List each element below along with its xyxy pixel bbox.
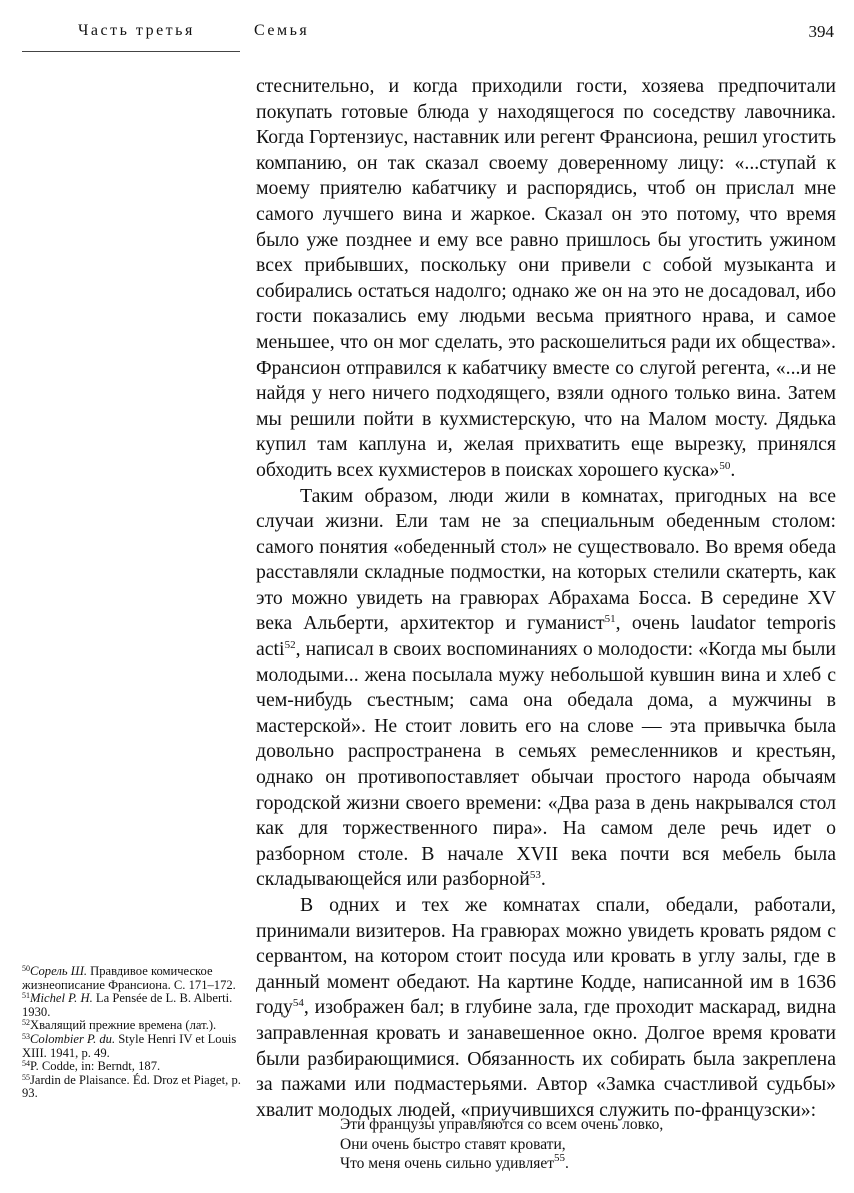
page-number: 394 — [808, 22, 834, 41]
paragraph — [256, 893, 836, 1123]
header-chapter-title: Семья — [254, 22, 310, 39]
paragraph-text: стеснительно, и когда приходили гости, хозяева предпочитали покупать готовые блюда у находящегося по соседству лавочника. Когда Гортензиус, наставник или регент Франсиона, решил угостить компанию, он так сказал своему доверенному лицу: «...ступай к моему приятелю кабатчику и распорядись, чтоб он прислал мне самого лучшего вина и жаркое. Сказал он это потому, что время было уже позднее и ему все равно пришлось бы угостить ужином всех прибывших, поскольку они привели с собой музыканта и собирались остаться надолго; однако же он на это не досадовал, ибо гости показались ему людьми весьма приятного нрава, и самое меньшее, что он мог сделать, это раскошелиться ради их общества». Франсион отправился к кабатчику вместе со слугой регента, «...и не найдя у него ничего подходящего, взяли одного только вина. Затем мы решили пойти в кухмистерскую, что на Малом мосту. Дядька купил там каплуна и, желая прихватить еще вырезку, принялся обходить всех кухмистеров в поисках хорошего куска» — [256, 75, 836, 481]
footnote-author: Michel P. H. — [30, 991, 93, 1006]
footnote-ref: 53 — [529, 869, 541, 882]
footnote — [22, 1060, 242, 1074]
verse-line-text: Что меня очень сильно удивляет — [340, 1155, 555, 1172]
footnote-text: Style Henri IV et Louis XIII. 1941, p. 49. — [22, 1031, 237, 1060]
verse-line: Они очень быстро ставят кровати, — [340, 1135, 566, 1153]
footnote-ref: 51 — [604, 613, 616, 626]
paragraph-text: . — [730, 458, 736, 481]
footnote-ref: 50 — [719, 459, 731, 472]
verse-line-end: . — [565, 1155, 569, 1172]
footnote-number: 51 — [22, 991, 30, 1001]
footnote — [22, 1033, 242, 1060]
footnote — [22, 1019, 242, 1033]
paragraph-text: , изображен бал; в глубине зала, где проходит маскарад, видна заправленная кровать и занавешенное окно. Долгое время кровати были разбирающимися. Обязанность их собирать была закреплена за пажами или подмастерьями. Автор «Замка счастливой судьбы» хвалит молодых людей, «приучившихся служить по-французски»: — [256, 996, 836, 1121]
footnote-ref: 55 — [554, 1152, 566, 1164]
footnote-author: Colombier P. du. — [30, 1031, 116, 1046]
verse-quote — [340, 1115, 800, 1174]
footnote-text: Правдивое комическое жизнеописание Франсиона. С. 171–172. — [22, 964, 236, 992]
footnote — [22, 992, 242, 1019]
footnote-text: La Pensée de L. B. Alberti. 1930. — [22, 991, 233, 1019]
paragraph-text: Таким образом, люди жили в комнатах, пригодных на все случаи жизни. Ели там не за специальным обеденным столом: самого понятия «обеденный стол» не существовало. Во время обеда расставляли складные подмостки, на которых стелили скатерть, как это можно увидеть на гравюрах Абрахама Босса. В середине XV века Альберти, архитектор и гуманист — [256, 484, 836, 635]
paragraph — [256, 74, 836, 484]
main-text — [256, 74, 836, 1123]
header-part-title: Часть третья — [78, 22, 195, 39]
verse-line: Эти французы управляются со всем очень ловко, — [340, 1116, 664, 1133]
paragraph-text: , написал в своих воспоминаниях о молодости: «Когда мы были молодыми... жена посылала мужу небольшой кувшин вина и хлеб с чем-нибудь съестным; сама она обедала дома, а мужчины в мастерской». Не стоит ловить его на слове — эта привычка была довольно распространена в семьях ремесленников и крестьян, однако он противопоставляет обычаи простого народа обычаям городской жизни своего времени: «Два раза в день накрывался стол как для торжественного пира». На самом деле речь идет о разборном столе. В начале XVII века почти вся мебель была складывающейся или разборной — [256, 638, 836, 891]
footnote-text: P. Codde, in: Berndt, 187. — [30, 1059, 161, 1074]
footnote-ref: 54 — [292, 997, 304, 1010]
footnote-number: 50 — [22, 964, 30, 973]
footnote-number: 55 — [22, 1072, 30, 1082]
running-header — [78, 22, 836, 46]
verse-line — [340, 1154, 800, 1174]
footnote-text: Хвалящий прежние времена (лат.). — [30, 1018, 217, 1033]
footnote-number: 53 — [22, 1031, 30, 1041]
footnote-ref: 52 — [284, 639, 296, 652]
paragraph-text: . — [540, 868, 546, 891]
footnote — [22, 1074, 242, 1101]
footnotes — [22, 965, 242, 1101]
header-rule — [22, 51, 240, 52]
footnote-number: 52 — [22, 1018, 30, 1028]
paragraph-text: , очень laudator temporis acti — [256, 612, 836, 661]
footnote-number: 54 — [22, 1059, 30, 1069]
footnote-text: Jardin de Plaisance. Éd. Droz et Piaget, p. 93. — [22, 1072, 241, 1101]
paragraph — [256, 484, 836, 894]
paragraph-text: В одних и тех же комнатах спали, обедали, работали, принимали визитеров. На гравюрах можно увидеть кровать рядом с сервантом, на котором стоит посуда или кровать в углу залы, где в данный момент обедают. На картине Кодде, написанной им в 1636 году — [256, 894, 836, 1019]
footnote — [22, 965, 242, 992]
footnote-author: Сорель Ш. — [30, 964, 88, 978]
